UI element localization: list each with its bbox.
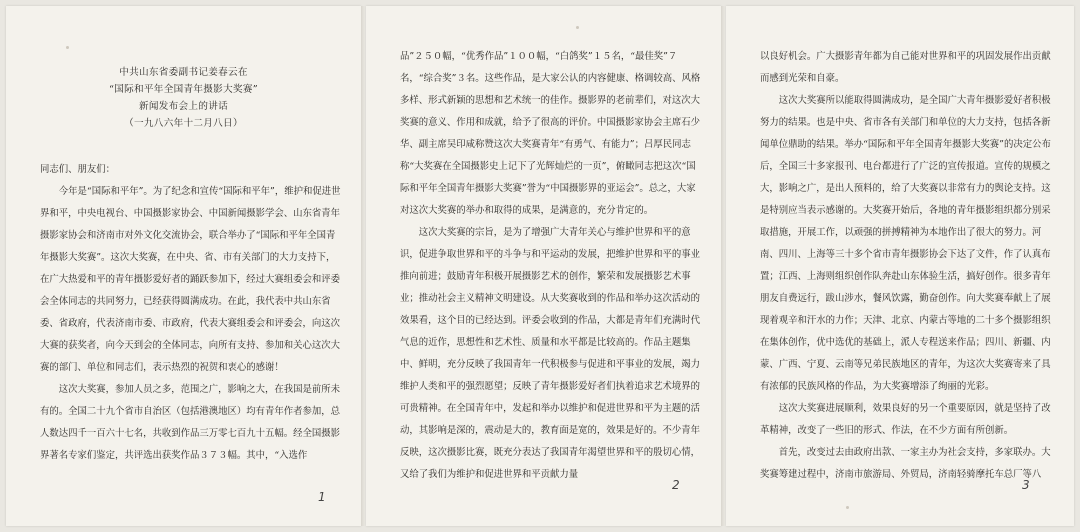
paragraph: 今年是“国际和平年”。为了纪念和宣传“国际和平年”，维护和促进世界和平，中央电视台、中国摄影家协会、中国新闻摄影学会、山东省青年摄影家协会和济南市对外文化交流协会，联合举办了“国际和平年全国青年摄影大奖赛”。这次大奖赛，在中央、省、市有关部门的大力支持下，在广大热爱和平的青年摄影爱好者的踊跃参加下，经过大赛组委会和评委会全体同志的共同努力，已经获得圆满成功。在此，我代表中共山东省委、省政府，代表济南市委、市政府，代表大赛组委会和评委会，向这次大赛的获奖者，向今天到会的全体同志，向所有支持、参加和关心这次大赛的部门、单位和同志们，表示热烈的祝贺和衷心的感谢！ [40,186,341,373]
document-page-2 [366,6,721,526]
page-1-body [40,159,341,467]
document-page-1 [6,6,361,526]
paper-speck [66,46,69,49]
paragraph: 以良好机会。广大摄影青年都为自己能对世界和平的巩固发展作出贡献而感到光荣和自豪。 [760,51,1051,84]
paper-speck [576,26,579,29]
document-page-3 [726,6,1074,526]
paragraph: 这次大奖赛进展顺利，效果良好的另一个重要原因，就是坚持了改革精神，改变了一些旧的形式、作法，在不少方面有所创新。 [760,403,1051,436]
heading-line-2: “国际和平年全国青年摄影大奖赛” [109,84,258,95]
page-number: 3 [1022,478,1030,492]
paper-speck [846,506,849,509]
speech-heading [6,64,361,132]
heading-line-1: 中共山东省委副书记姜春云在 [119,67,248,78]
paragraph: 这次大奖赛，参加人员之多，范围之广，影响之大，在我国是前所未有的。全国二十九个省市自治区（包括港澳地区）均有青年作者参加，总人数达四千一百六十七名，共收到作品三万零七百九十五幅。经全国摄影界著名专家们鉴定，共评选出获奖作品３７３幅。其中，“入选作 [40,384,341,461]
heading-line-3: 新闻发布会上的讲话 [138,101,229,112]
paragraph: 这次大奖赛的宗旨，是为了增强广大青年关心与维护世界和平的意识，促进争取世界和平的斗争与和平运动的发展，把维护世界和平的事业推向前进；鼓励青年积极开展摄影艺术的创作，繁荣和发展摄影艺术事业；推动社会主义精神文明建设。从大奖赛收到的作品和举办这次活动的效果看，这个目的已经达到。评委会收到的作品，大都是青年们充满时代气息的近作，思想性和艺术性、质量和水平都是比较高的。作品主题集中、鲜明，充分反映了我国青年一代积极参与促进和平事业的发展，竭力维护人类和平的强烈愿望；反映了青年摄影爱好者们执着追求艺术境界的可贵精神。在全国青年中，发起和举办以维护和促进世界和平为主题的活动，其影响是深的，震动是大的，教育面是宽的，效果是好的。不少青年反映，这次摄影比赛，既充分表达了我国青年渴望世界和平的殷切心情，又给了我们为维护和促进世界和平贡献力量 [400,227,701,480]
page-number: 2 [672,478,680,492]
page-number: 1 [318,490,326,504]
salutation: 同志们、朋友们： [40,164,116,175]
heading-date: （一九八六年十二月八日） [124,118,243,129]
paragraph: 品”２５０幅，“优秀作品”１００幅，“白鸽奖”１５名，“最佳奖”７名，“综合奖”３名。这些作品，是大家公认的内容健康、格调较高、风格多样、形式新颖的思想和艺术统一的佳作。摄影界的老前辈们，对这次大奖赛的意义、作用和成就，给予了很高的评价。中国摄影家协会主席石少华、副主席吴印咸称赞这次大奖赛青年“有勇气、有能力”；吕厚民同志称“大奖赛在全国摄影史上记下了光辉灿烂的一页”，俯瞰同志把这次“国际和平年全国青年摄影大奖赛”誉为“中国摄影界的亚运会”。总之，大家对这次大奖赛的举办和取得的成果，是满意的，充分肯定的。 [400,51,701,216]
page-2-body [400,46,701,486]
paragraph: 首先，改变过去由政府出款、一家主办为社会支持，多家联办。大奖赛筹建过程中，济南市旅游局、外贸局，济南轻骑摩托车总厂等八 [760,447,1051,480]
page-3-body [760,46,1054,486]
paragraph: 这次大奖赛所以能取得圆满成功，是全国广大青年摄影爱好者积极努力的结果。也是中央、省市各有关部门和单位的大力支持，包括各新闻单位鼎助的结果。举办“国际和平年全国青年摄影大奖赛”的决定公布后，全国三十多家报刊、电台都进行了广泛的宣传报道。宣传的规模之大，影响之广，是出人预料的，给了大奖赛以非常有力的舆论支持。这是特别应当表示感谢的。大奖赛开始后，各地的青年摄影组织都分别采取措施，开展工作，以顽强的拼搏精神为本地作出了很大的努力。河南、四川、上海等三十多个省市青年摄影协会下达了文件，作了认真布置；江西、上海则组织创作队奔赴山东体验生活，搞好创作。很多青年朋友自费远行，跋山涉水，餐风饮露，勤奋创作。向大奖赛奉献上了展现着观辛和汗水的力作；天津、北京、内蒙古等地的二十多个摄影组织在集体创作，优中选优的基础上，派人专程送来作品；四川、新疆、内蒙、广西、宁夏、云南等兄弟民族地区的青年，为这次大奖赛寄来了具有浓郁的民族风格的作品，为大奖赛增添了绚丽的光彩。 [760,95,1051,392]
